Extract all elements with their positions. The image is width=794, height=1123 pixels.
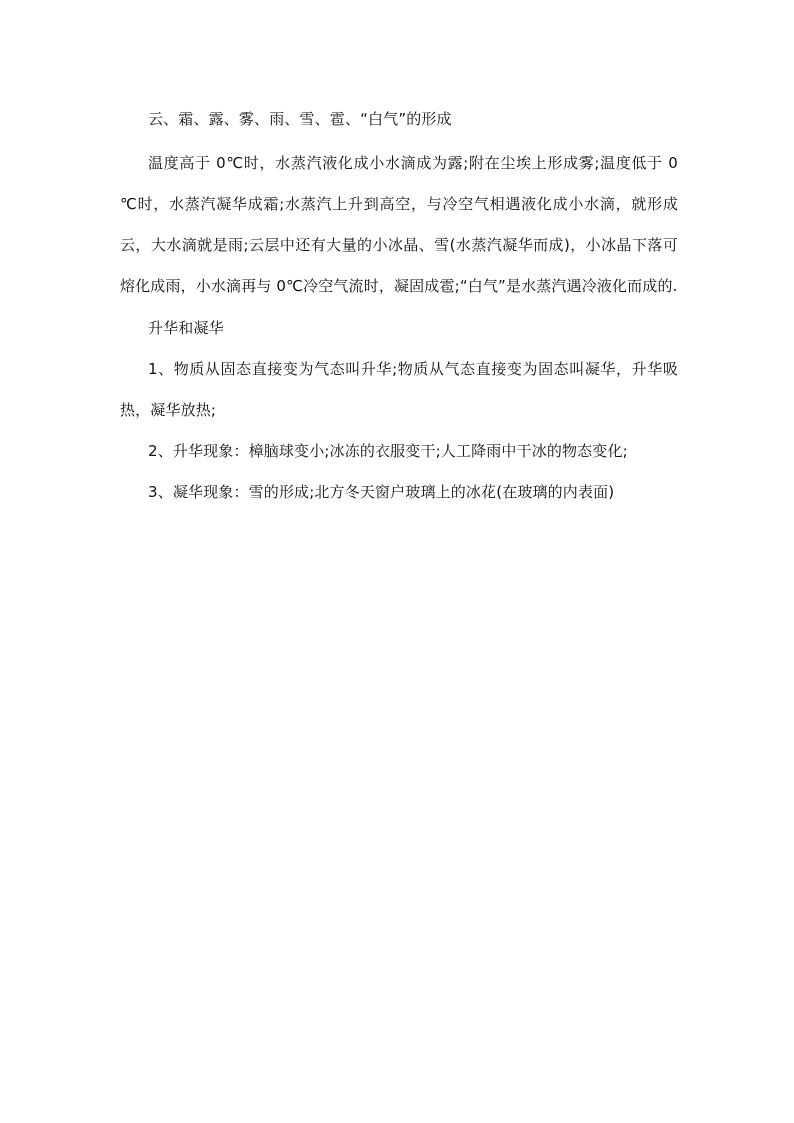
list-item-definition: 1、物质从固态直接变为气态叫升华;物质从气态直接变为固态叫凝华，升华吸热，凝华放热; bbox=[120, 360, 678, 419]
document-content bbox=[120, 104, 678, 513]
list-item-sublimation-examples: 2、升华现象：樟脑球变小;冰冻的衣服变干;人工降雨中干冰的物态变化; bbox=[148, 442, 628, 460]
section-title-formation: 云、霜、露、雾、雨、雪、雹、“白气”的形成 bbox=[148, 110, 452, 128]
section-title-sublimation: 升华和凝华 bbox=[148, 319, 224, 337]
paragraph-formation-body: 温度高于 0℃时，水蒸汽液化成小水滴成为露;附在尘埃上形成雾;温度低于 0 ℃时，水蒸汽凝华成霜;水蒸汽上升到高空，与冷空气相遇液化成小水滴，就形成云，大水滴就是雨;云层中还有大量的小冰晶、雪(水蒸汽凝华而成)，小冰晶下落可熔化成雨，小水滴再与 0℃冷空气流时，凝固成雹;“白气”是水蒸汽遇冷液化而成的. bbox=[120, 154, 678, 295]
list-item-deposition-examples: 3、凝华现象：雪的形成;北方冬天窗户玻璃上的冰花(在玻璃的内表面) bbox=[148, 483, 615, 501]
